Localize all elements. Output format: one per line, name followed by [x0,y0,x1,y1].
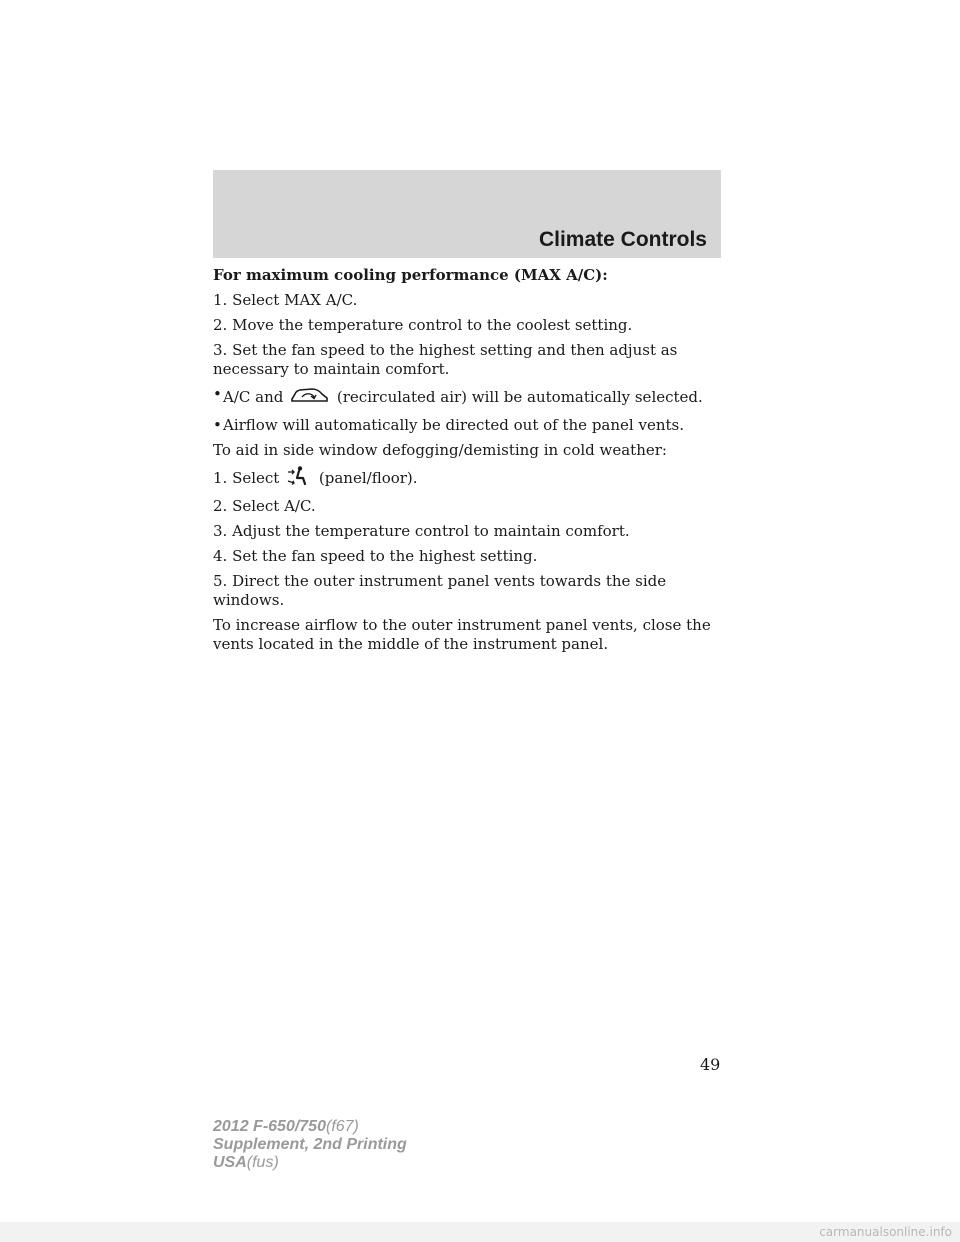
footer-line-2: Supplement, 2nd Printing [213,1136,407,1153]
page-number: 49 [700,1055,721,1074]
defog-step-2: 2. Select A/C. [213,497,316,515]
bullet-mark: • [213,416,222,434]
bullet-recirc-suffix: (recirculated air) will be automatically selected. [336,388,703,406]
defog-step-5: 5. Direct the outer instrument panel vents towards the side windows. [213,572,667,609]
bullet-mark: • [213,385,222,403]
bullet-recirc-prefix: A/C and [223,388,284,406]
bullet-airflow [213,416,728,435]
defog-step-1-suffix: (panel/floor). [318,469,418,487]
max-ac-heading: For maximum cooling performance (MAX A/C): [213,266,608,284]
footer-line-3 [213,1154,407,1172]
max-step-1: 1. Select MAX A/C. [213,291,358,309]
footer-line-1 [213,1118,407,1136]
watermark-bar [0,1222,960,1242]
watermark-text: carmanualsonline.info [819,1225,952,1239]
footer-market-code: (fus) [246,1154,279,1171]
page-content [213,266,728,660]
max-step-3: 3. Set the fan speed to the highest setting and then adjust as necessary to maintain comfort. [213,341,678,378]
footer-model-code: (f67) [325,1118,359,1135]
recirculated-air-icon [288,385,332,410]
defog-step-1-prefix: 1. Select [213,469,280,487]
defog-step-1 [213,466,728,491]
panel-floor-icon [284,466,314,491]
closing-paragraph: To increase airflow to the outer instrument panel vents, close the vents located in the middle of the instrument panel. [213,616,711,653]
section-header-band [213,170,721,258]
defog-step-4: 4. Set the fan speed to the highest setting. [213,547,538,565]
bullet-airflow-text: Airflow will automatically be directed out of the panel vents. [223,416,684,434]
section-title: Climate Controls [538,228,707,251]
footer-model: 2012 F-650/750 [213,1118,326,1135]
defog-intro: To aid in side window defogging/demisting in cold weather: [213,441,667,459]
document-footer [213,1118,407,1172]
bullet-recirculation [213,385,728,410]
max-step-2: 2. Move the temperature control to the coolest setting. [213,316,633,334]
defog-step-3: 3. Adjust the temperature control to maintain comfort. [213,522,630,540]
footer-market: USA [213,1154,247,1171]
